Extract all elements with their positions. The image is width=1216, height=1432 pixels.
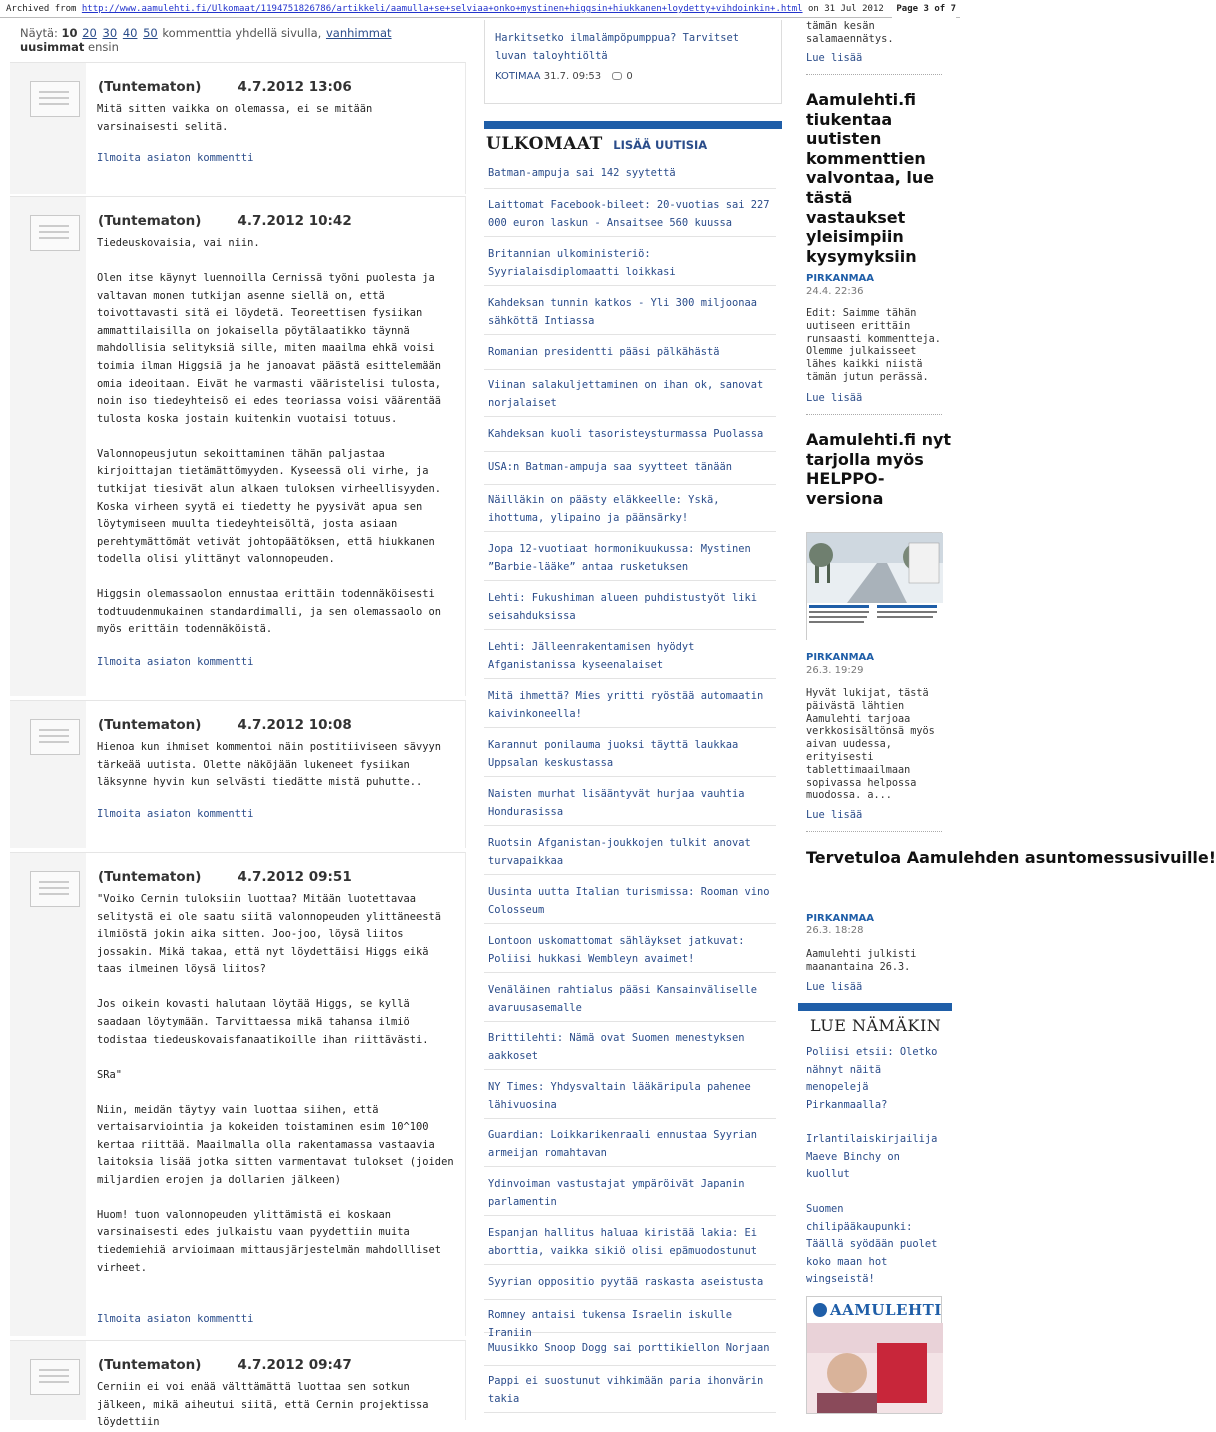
news-link[interactable]: Brittilehti: Nämä ovat Suomen menestyksen aakkoset [488, 1032, 745, 1062]
comment-paragraph: Higgsin olemassaolon ennustaa erittäin todennäköisesti todtuudenmukainen standardimalli, ja sen olemassaolo on myös erittäin todennäköistä. [97, 588, 442, 636]
sort-oldest-link[interactable]: vanhimmat [325, 26, 392, 40]
comment-body [97, 1379, 457, 1432]
comment [10, 852, 466, 1336]
news-link[interactable]: Kahdeksan tunnin katkos - Yli 300 miljoonaa sähköttä Intiassa [488, 297, 757, 327]
news-link[interactable]: Lehti: Jälleenrakentamisen hyödyt Afganistanissa kyseenalaiset [488, 641, 695, 671]
article-teaser: Aamulehti julkisti maanantaina 26.3. [806, 949, 917, 973]
article-time: 26.3. 18:28 [806, 925, 864, 936]
news-item [484, 344, 776, 370]
news-link[interactable]: Lontoon uskomattomat sähläykset jatkuvat: Poliisi hukkasi Wembleyn avaimet! [488, 935, 745, 965]
archive-date: on 31 Jul 2012 [807, 4, 884, 14]
page-indicator: Page 3 of 7 [892, 0, 956, 18]
avatar-icon [30, 1359, 80, 1395]
comment-body [97, 235, 457, 639]
comment-paragraph: Hienoa kun ihmiset kommentoi näin postitiiviseen sävyyn tärkeää uutista. Olette näköjään lukeneet fysiikan läksynne hyvin kun selvästi tiedätte mistä puhutte.. [97, 741, 442, 789]
news-item [484, 197, 776, 237]
report-comment-link[interactable]: Ilmoita asiaton kommentti [97, 1313, 254, 1325]
news-item [484, 737, 776, 777]
report-comment-link[interactable]: Ilmoita asiaton kommentti [97, 152, 254, 164]
news-item [484, 933, 776, 973]
sidebar-article-title[interactable]: Aamulehti.fi tiukentaa uutisten kommenttien valvontaa, lue tästä vastaukset yleisimpiin kysymyksiin [806, 90, 935, 266]
comment-header [98, 79, 352, 95]
comment-gutter [10, 853, 86, 1336]
news-link[interactable]: Muusikko Snoop Dogg sai porttikiellon Norjaan [488, 1342, 770, 1354]
article-time: 24.4. 22:36 [806, 286, 864, 297]
read-more-link[interactable]: Lue lisää [806, 809, 863, 821]
comment-author: (Tuntematon) [98, 213, 202, 229]
news-item [484, 1225, 776, 1265]
read-more-link[interactable]: Lue lisää [806, 52, 863, 64]
comment-paragraph: Valonnopeusjutun sekoittaminen tähän paljastaa kirjoittajan tietämättömyyden. Kyseessä oli virhe, ja tutkijat tiesivät alun alkaen tuloksen virheellisyyden. Koska virheen syytä ei tiedetty he pyysivät apua sen löytymiseen muulta tiedeyhteisöltä, josta asiaan perehtymättömät vetivät johtopäätöksen, että hiukkanen todella olisi ylittänyt valonnopeuden. [97, 447, 442, 566]
comment-author: (Tuntematon) [98, 1357, 202, 1373]
divider [806, 414, 942, 415]
sort-newest-current: uusimmat [20, 40, 85, 54]
read-more-link[interactable]: Lue lisää [806, 392, 863, 404]
news-item [484, 590, 776, 630]
comment-body [97, 891, 457, 1277]
paging-40-link[interactable]: 40 [122, 26, 138, 40]
news-item [484, 165, 776, 189]
news-item [484, 492, 776, 532]
related-article-meta [495, 71, 633, 82]
sidebar-article-title[interactable]: Tervetuloa Aamulehden asuntomessusivuille! [806, 848, 1216, 867]
news-item [484, 884, 776, 924]
section-accent-bar [484, 121, 782, 129]
ad-banner[interactable] [806, 1296, 942, 1414]
news-item [484, 1340, 776, 1366]
comment-date: 4.7.2012 10:08 [237, 717, 352, 733]
news-link[interactable]: USA:n Batman-ampuja saa syytteet tänään [488, 461, 732, 473]
comment [10, 196, 466, 696]
comment-paragraph: "Voiko Cernin tuloksiin luottaa? Mitään luotettavaa selitystä ei ole saatu siitä valonnopeuden ylittäneestä ilmiöstä jokin aika sitten. Joo-joo, löysä liitos jossakin. Mikä takaa, että nyt löydettäisi Higgs eikä taas ilmeinen löysä liitos? [97, 893, 442, 976]
news-link[interactable]: NY Times: Yhdysvaltain lääkäripula pahenee lähivuosina [488, 1081, 751, 1111]
paging-50-link[interactable]: 50 [143, 26, 158, 40]
paging-end: ensin [88, 40, 119, 54]
comment-body [97, 739, 457, 792]
news-link[interactable]: Kahdeksan kuoli tasoristeysturmassa Puolassa [488, 428, 764, 440]
report-comment-link[interactable]: Ilmoita asiaton kommentti [97, 808, 254, 820]
news-link[interactable]: Laittomat Facebook-bileet: 20-vuotias sai 227 000 euron laskun - Ansaitsee 560 kuussa [488, 199, 770, 229]
news-link[interactable]: Näilläkin on päästy eläkkeelle: Yskä, ihottuma, ylipaino ja päänsärky! [488, 494, 720, 524]
article-source[interactable]: PIRKANMAA [806, 273, 875, 284]
news-link[interactable]: Naisten murhat lisääntyvät hurjaa vauhtia Hondurasissa [488, 788, 745, 818]
divider [806, 831, 942, 832]
news-link[interactable]: Ruotsin Afganistan-joukkojen tulkit anovat turvapaikkaa [488, 837, 751, 867]
comment-count: 0 [626, 71, 633, 82]
news-item [484, 246, 776, 286]
news-link[interactable]: Venäläinen rahtialus pääsi Kansainväliselle avaruusasemalle [488, 984, 757, 1014]
news-link[interactable]: Jopa 12-vuotiaat hormonikuukussa: Mystinen ”Barbie-lääke” antaa rusketuksen [488, 543, 751, 573]
related-article [484, 20, 782, 104]
news-link[interactable]: Lehti: Fukushiman alueen puhdistustyöt liki seisahduksissa [488, 592, 757, 622]
news-link[interactable]: Guardian: Loikkarikenraali ennustaa Syyrian armeijan romahtavan [488, 1129, 757, 1159]
comment-paragraph: Tiedeuskovaisia, vai niin. [97, 237, 260, 249]
article-source[interactable]: PIRKANMAA [806, 913, 875, 924]
read-also-link[interactable]: Suomen chilipääkaupunki: Täällä syödään puolet koko maan hot wingseistä! [806, 1203, 938, 1286]
read-also-link[interactable]: Poliisi etsii: Oletko nähnyt näitä menopelejä Pirkanmaalla? [806, 1046, 938, 1111]
report-comment-link[interactable]: Ilmoita asiaton kommentti [97, 656, 254, 668]
article-teaser: Edit: Saimme tähän uutiseen erittäin runsaasti kommentteja. Olemme julkaisseet lähes kaikki niistä tämän jutun perässä. [806, 308, 941, 383]
news-item [484, 982, 776, 1022]
avatar-icon [30, 81, 80, 117]
news-item [484, 295, 776, 335]
comment-author: (Tuntematon) [98, 79, 202, 95]
comment [10, 700, 466, 848]
comment-header [98, 717, 352, 733]
news-link[interactable]: Romney antaisi tukensa Israelin iskulle Iraniin [488, 1309, 732, 1339]
read-more-link[interactable]: Lue lisää [806, 981, 863, 993]
comment-paragraph: Huom! tuon valonnopeuden ylittämistä ei koskaan varsinaisesti edes julkaistu vaan pyydettiin muita tiedemiehiä arvioimaan mittausjärjestelmän mahdollliset virheet. [97, 1208, 442, 1274]
paging-20-link[interactable]: 20 [82, 26, 97, 40]
divider [806, 74, 942, 75]
news-link[interactable]: Mitä ihmettä? Mies yritti ryöstää automaatin kaivinkoneella! [488, 690, 764, 720]
lue-accent-bar [798, 1003, 952, 1011]
news-item [484, 786, 776, 826]
news-item [484, 688, 776, 728]
comment-date: 4.7.2012 09:51 [237, 869, 352, 885]
news-link[interactable]: Ydinvoiman vastustajat ympäröivät Japanin parlamentin [488, 1178, 745, 1208]
comments-column [10, 20, 466, 1429]
comment [10, 62, 466, 194]
more-news-link[interactable]: LISÄÄ UUTISIA [613, 138, 708, 152]
news-link[interactable]: Pappi ei suostunut vihkimään paria ihonvärin takia [488, 1375, 764, 1405]
news-link[interactable]: Romanian presidentti pääsi pälkähästä [488, 346, 720, 358]
news-item [484, 541, 776, 581]
avatar-icon [30, 871, 80, 907]
news-item [484, 426, 776, 452]
comment-bubble-icon [612, 72, 622, 80]
comment-author: (Tuntematon) [98, 869, 202, 885]
paging-prefix: Näytä: [20, 26, 58, 40]
news-item [484, 1176, 776, 1216]
news-item [484, 1030, 776, 1070]
news-link[interactable]: Syyrian oppositio pyytää raskasta aseistusta [488, 1276, 764, 1288]
article-source[interactable]: PIRKANMAA [806, 652, 875, 663]
news-item [484, 835, 776, 875]
archive-bar [0, 0, 960, 18]
news-item [484, 1079, 776, 1119]
related-article-link[interactable]: Harkitsetko ilmalämpöpumppua? Tarvitset luvan taloyhtiöltä [495, 32, 739, 62]
article-time: 26.3. 19:29 [806, 665, 864, 676]
archive-label: Archived from [6, 4, 77, 14]
comment-paragraph: Niin, meidän täytyy vain luottaa siihen, että vertaisarviointia ja kokeiden toistaminen esim 10^100 kertaa riittää. Maailmalla olla rakentamassa vastaavia laitoksia lisää jotka sitten varmentavat tulokset (joiden miljardien erojen ja dollarien jälkeen) [97, 1103, 454, 1186]
news-link[interactable]: Viinan salakuljettaminen on ihan ok, sanovat norjalaiset [488, 379, 764, 409]
comment-body [97, 101, 457, 136]
aamulehti-logo [807, 1297, 941, 1323]
comment-paragraph: Cerniin ei voi enää välttämättä luottaa sen sotkun jälkeen, mikä aiheutui siitä, että Cernin projektissa löydettiin [97, 1381, 429, 1429]
read-also-title: LUE NÄMÄKIN [810, 1016, 942, 1035]
news-link[interactable]: Batman-ampuja sai 142 syytettä [488, 167, 676, 179]
article-time: 31.7. 09:53 [543, 71, 602, 82]
comment-paragraph: Jos oikein kovasti halutaan löytää Higgs, se kyllä saadaan löytymään. Tarvittaessa mikä tahansa ilmiö todistaa tiedeuskovaisfanaatikoille ihan riittävästi. [97, 998, 429, 1046]
logo-mark-icon [813, 1303, 827, 1317]
archive-url-link[interactable]: http://www.aamulehti.fi/Ulkomaat/1194751826786/artikkeli/aamulla+se+selviaa+onko+mystinen+higgsin+hiukkanen+loydetty+vihdoinkin+.html [81, 4, 803, 14]
sidebar-article-title[interactable]: Aamulehti.fi nyt tarjolla myös HELPPO-versiona [806, 430, 952, 508]
comment-date: 4.7.2012 13:06 [237, 79, 352, 95]
comment-paragraph: SRa" [97, 1068, 123, 1081]
paging-suffix: kommenttia yhdellä sivulla, [162, 26, 322, 40]
comment-gutter [10, 197, 86, 696]
snowy-street-image [807, 533, 943, 641]
news-item [484, 1307, 776, 1339]
news-item [484, 377, 776, 417]
sidebar-snippet: tämän kesän salamaennätys. [806, 20, 894, 45]
avatar-icon [30, 215, 80, 251]
comment-header [98, 869, 352, 885]
ad-logo-text: AAMULEHTI [830, 1301, 942, 1319]
comment-paragraph: Mitä sitten vaikka on olemassa, ei se mitään varsinaisesti selitä. [97, 103, 373, 133]
comment-author: (Tuntematon) [98, 717, 202, 733]
news-item [484, 459, 776, 485]
read-also-link[interactable]: Irlantilaiskirjailija Maeve Binchy on kuollut [806, 1133, 938, 1181]
comment-date: 4.7.2012 10:42 [237, 213, 352, 229]
article-teaser: Hyvät lukijat, tästä päivästä lähtien Aamulehti tarjoaa verkkosisältönsä myös aivan uudessa, erityisesti tablettimaailmaan sopivassa helpossa muodossa. a... [806, 688, 935, 802]
news-item [484, 1127, 776, 1167]
news-link[interactable]: Uusinta uutta Italian turismissa: Rooman vino Colosseum [488, 886, 770, 916]
news-item [484, 1274, 776, 1300]
news-item [484, 639, 776, 679]
paging-10-current: 10 [61, 26, 78, 40]
section-tag[interactable]: KOTIMAA [495, 71, 541, 82]
comment-paging [10, 20, 466, 54]
section-title [486, 134, 707, 154]
news-item [484, 1373, 776, 1413]
comment-date: 4.7.2012 09:47 [237, 1357, 352, 1373]
comment-header [98, 1357, 352, 1373]
news-link[interactable]: Karannut ponilauma juoksi täyttä laukkaa Uppsalan keskustassa [488, 739, 739, 769]
comment-paragraph: Olen itse käynyt luennoilla Cernissä työni puolesta ja valtavan monen tutkijan asenne siellä on, että toivottavasti sitä ei löydetä. Teoreettisen fysiikan ammattilaisilla on jokaisella pöytälaatikko täynnä mahdollisia selityksiä sille, miten maailma ehkä voisi toimia ilman Higgsiä ja he janoavat päästä esittelemään omia ideoitaan. Eivät he varmasti vääristelisi tulosta, noin iso tiedeyhteisö ei edes teoriassa voisi väärentää tulosta koska jostain kuitenkin vuotaisi totuus. [97, 271, 442, 425]
avatar-icon [30, 719, 80, 755]
paging-30-link[interactable]: 30 [102, 26, 118, 40]
ad-image [807, 1323, 943, 1413]
article-thumbnail[interactable] [806, 532, 942, 640]
comment [10, 1340, 466, 1429]
section-name: ULKOMAAT [486, 134, 603, 154]
news-link[interactable]: Espanjan hallitus haluaa kiristää lakia: Ei aborttia, vaikka sikiö olisi epämuodostunut [488, 1227, 757, 1257]
comment-header [98, 213, 352, 229]
news-link[interactable]: Britannian ulkoministeriö: Syyrialaisdiplomaatti loikkasi [488, 248, 676, 278]
